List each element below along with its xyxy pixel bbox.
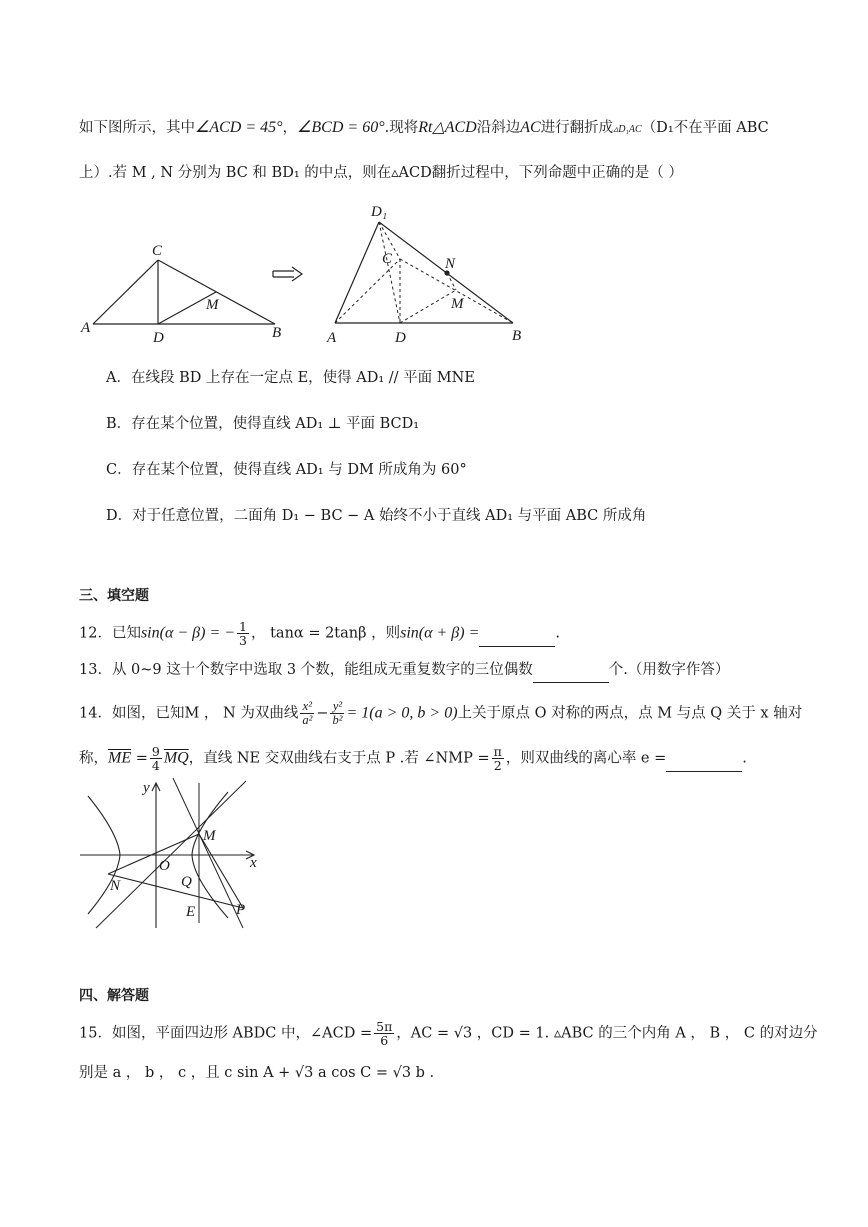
- frac-denominator: b²: [332, 713, 343, 727]
- frac-numerator: 9: [151, 744, 160, 759]
- option-c: C．存在某个位置，使得直线 AD₁ 与 DM 所成角为 60°: [106, 462, 467, 478]
- label-c: C: [152, 243, 163, 259]
- hyperbola-condition: = 1(a > 0, b > 0): [346, 704, 458, 722]
- label-x: x: [250, 855, 257, 871]
- label-d: D: [153, 330, 164, 346]
- frac-denominator: 6: [380, 1033, 389, 1048]
- fraction-x2-a2: [300, 700, 314, 727]
- hyperbola-figure: [78, 778, 268, 930]
- angle-acd: ∠ACD = 45°: [195, 119, 283, 136]
- question-15-line2: 别是 a ， b ， c ，且 c sin A + √3 a cos C = √3 b .: [79, 1065, 435, 1081]
- q13-text: 个.（用数字作答）: [608, 662, 730, 678]
- fraction-y2-b2: [330, 700, 344, 727]
- label-a: A: [327, 330, 337, 346]
- label-b: B: [272, 325, 282, 341]
- minus-sign: −: [316, 705, 329, 722]
- q11-text: （D₁不在平面 ABC: [641, 120, 769, 136]
- q12-text: 12．已知: [79, 625, 141, 642]
- section-heading-solutions: 四、解答题: [79, 988, 149, 1004]
- fraction-nine-fourths: [150, 745, 162, 772]
- frac-numerator: x²: [300, 700, 314, 714]
- label-d: D: [395, 330, 406, 346]
- frac-denominator: 2: [493, 758, 502, 773]
- q12-expr1: sin(α − β) = −: [140, 624, 236, 642]
- q14-text: ，则双曲线的离心率 e =: [505, 750, 667, 767]
- q14-text: 14．如图，已知: [79, 705, 185, 722]
- answer-blank[interactable]: [533, 662, 609, 683]
- section-heading-fill-blank: 三、填空题: [79, 588, 149, 604]
- option-b: B．存在某个位置，使得直线 AD₁ ⊥ 平面 BCD₁: [106, 416, 420, 432]
- fold-arrow-icon: [272, 265, 304, 283]
- question-13: [79, 660, 729, 683]
- label-b: B: [512, 328, 522, 344]
- frac-denominator: 4: [151, 758, 160, 773]
- label-n: N: [445, 256, 456, 272]
- label-q: Q: [181, 874, 192, 890]
- edge-ac: AC: [520, 119, 541, 136]
- option-a: A．在线段 BD 上存在一定点 E，使得 AD₁ // 平面 MNE: [106, 370, 475, 386]
- question-14-line2: [79, 745, 747, 772]
- frac-denominator: 3: [239, 633, 247, 648]
- q14-text: .: [742, 750, 747, 767]
- fraction-pi-half: [492, 745, 504, 772]
- label-o: O: [159, 858, 170, 874]
- q14-text: M ， N 为双曲线: [184, 705, 299, 722]
- label-y: y: [143, 780, 150, 796]
- option-d: D．对于任意位置，二面角 D₁ − BC − A 始终不小于直线 AD₁ 与平面 ABC 所成角: [106, 508, 647, 524]
- label-a: A: [81, 320, 91, 336]
- label-p: P: [236, 902, 246, 918]
- q12-text: ， tanα = 2tanβ ，则: [251, 625, 401, 642]
- folded-triangle: ▵D₁AC: [613, 124, 642, 135]
- label-m: M: [206, 297, 219, 313]
- label-c: C: [382, 251, 393, 267]
- frac-numerator: 1: [239, 619, 247, 634]
- folded-figure-right: [325, 200, 530, 345]
- triangle-figure-left: [81, 238, 290, 346]
- fraction-one-third: [237, 620, 249, 647]
- answer-blank[interactable]: [479, 626, 555, 647]
- q11-line1: [79, 118, 769, 140]
- frac-denominator: a²: [302, 713, 313, 727]
- fraction-5pi-6: [374, 1020, 394, 1047]
- label-m: M: [203, 828, 216, 844]
- question-15-line1: [79, 1020, 818, 1047]
- label-m: M: [451, 296, 464, 312]
- q13-text: 13．从 0~9 这十个数字中选取 3 个数，能组成无重复数字的三位偶数: [79, 662, 533, 678]
- q14-text: ，直线 NE 交双曲线右支于点 P .若 ∠NMP =: [188, 750, 490, 767]
- q15-text: 15．如图，平面四边形 ABDC 中，∠ACD =: [79, 1025, 373, 1042]
- q14-text: 称，: [79, 750, 108, 767]
- q12-expr2: sin(α + β) =: [400, 624, 480, 642]
- question-14-line1: [79, 700, 802, 727]
- label-d1: D₁: [371, 204, 388, 220]
- q14-text: 上关于原点 O 对称的两点，点 M 与点 Q 关于 x 轴对: [457, 705, 803, 722]
- question-12: [79, 620, 560, 647]
- q11-text: 如下图所示，其中: [79, 120, 195, 136]
- vector-me: $\overline{ME}$: [108, 749, 132, 767]
- comma: ，: [282, 120, 298, 136]
- q11-text: 进行翻折成: [540, 120, 614, 136]
- label-n: N: [110, 878, 121, 894]
- q11-line2: 上）.若 M , N 分别为 BC 和 BD₁ 的中点，则在▵ACD翻折过程中，下列命题中正确的是（ ）: [79, 165, 683, 181]
- frac-numerator: π: [493, 744, 502, 759]
- vector-mq: $\overline{MQ}$: [163, 749, 189, 767]
- label-e: E: [186, 904, 196, 920]
- frac-numerator: 5π: [376, 1019, 393, 1034]
- rt-triangle: Rt△ACD: [418, 119, 477, 136]
- q11-text: 沿斜边: [476, 120, 521, 136]
- frac-numerator: y²: [330, 700, 344, 714]
- answer-blank[interactable]: [666, 751, 742, 772]
- equals: =: [131, 750, 148, 767]
- q11-text: .现将: [384, 120, 419, 136]
- q12-text: .: [555, 625, 561, 642]
- q15-text: ，AC = √3 ，CD = 1. ▵ABC 的三个内角 A ， B ， C 的对边分: [396, 1025, 818, 1042]
- angle-bcd: ∠BCD = 60°: [297, 119, 385, 136]
